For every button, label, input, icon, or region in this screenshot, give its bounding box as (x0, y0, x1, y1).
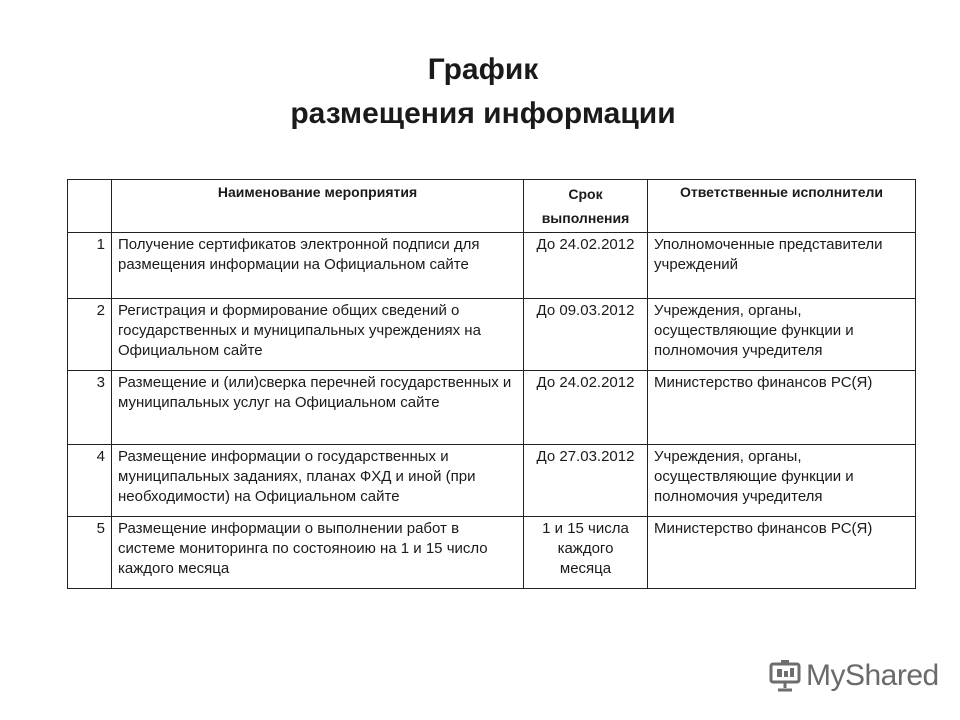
row-responsible: Уполномоченные представители учреждений (648, 233, 916, 299)
table-row (68, 233, 916, 299)
slide-title (0, 48, 960, 136)
title-line-2: размещения информации (290, 97, 676, 130)
row-activity: Регистрация и формирование общих сведений о государственных и муниципальных учреждениях на Официальном сайте (112, 299, 524, 371)
row-responsible: Учреждения, органы, осуществляющие функции и полномочия учредителя (648, 445, 916, 517)
presentation-board-icon (768, 659, 802, 693)
row-responsible: Министерство финансов РС(Я) (648, 371, 916, 445)
row-deadline: До 27.03.2012 (524, 445, 648, 517)
header-date: Срок выполнения (524, 180, 648, 233)
row-number: 2 (68, 299, 112, 371)
table-row (68, 445, 916, 517)
row-deadline: До 24.02.2012 (524, 371, 648, 445)
row-activity: Размещение информации о государственных и муниципальных заданиях, планах ФХД и иной (при необходимости) на Официальном сайте (112, 445, 524, 517)
table-row (68, 299, 916, 371)
header-num (68, 180, 112, 233)
row-activity: Размещение и (или)сверка перечней государственных и муниципальных услуг на Официальном сайте (112, 371, 524, 445)
row-responsible: Министерство финансов РС(Я) (648, 517, 916, 589)
row-number: 5 (68, 517, 112, 589)
schedule-table (67, 179, 916, 589)
table-row (68, 371, 916, 445)
row-deadline: До 24.02.2012 (524, 233, 648, 299)
row-responsible: Учреждения, органы, осуществляющие функции и полномочия учредителя (648, 299, 916, 371)
row-number: 4 (68, 445, 112, 517)
row-number: 3 (68, 371, 112, 445)
table-row (68, 517, 916, 589)
row-deadline: 1 и 15 числа каждого месяца (524, 517, 648, 589)
row-number: 1 (68, 233, 112, 299)
row-activity: Размещение информации о выполнении работ в системе мониторинга по состояноию на 1 и 15 число каждого месяца (112, 517, 524, 589)
table-header-row (68, 180, 916, 233)
row-deadline: До 09.03.2012 (524, 299, 648, 371)
watermark-text: MyShared (806, 659, 939, 692)
header-responsible: Ответственные исполнители (648, 180, 916, 233)
header-name: Наименование мероприятия (112, 180, 524, 233)
row-activity: Получение сертификатов электронной подписи для размещения информации на Официальном сайте (112, 233, 524, 299)
myshared-watermark (768, 656, 939, 696)
title-line-1: График (427, 53, 539, 86)
